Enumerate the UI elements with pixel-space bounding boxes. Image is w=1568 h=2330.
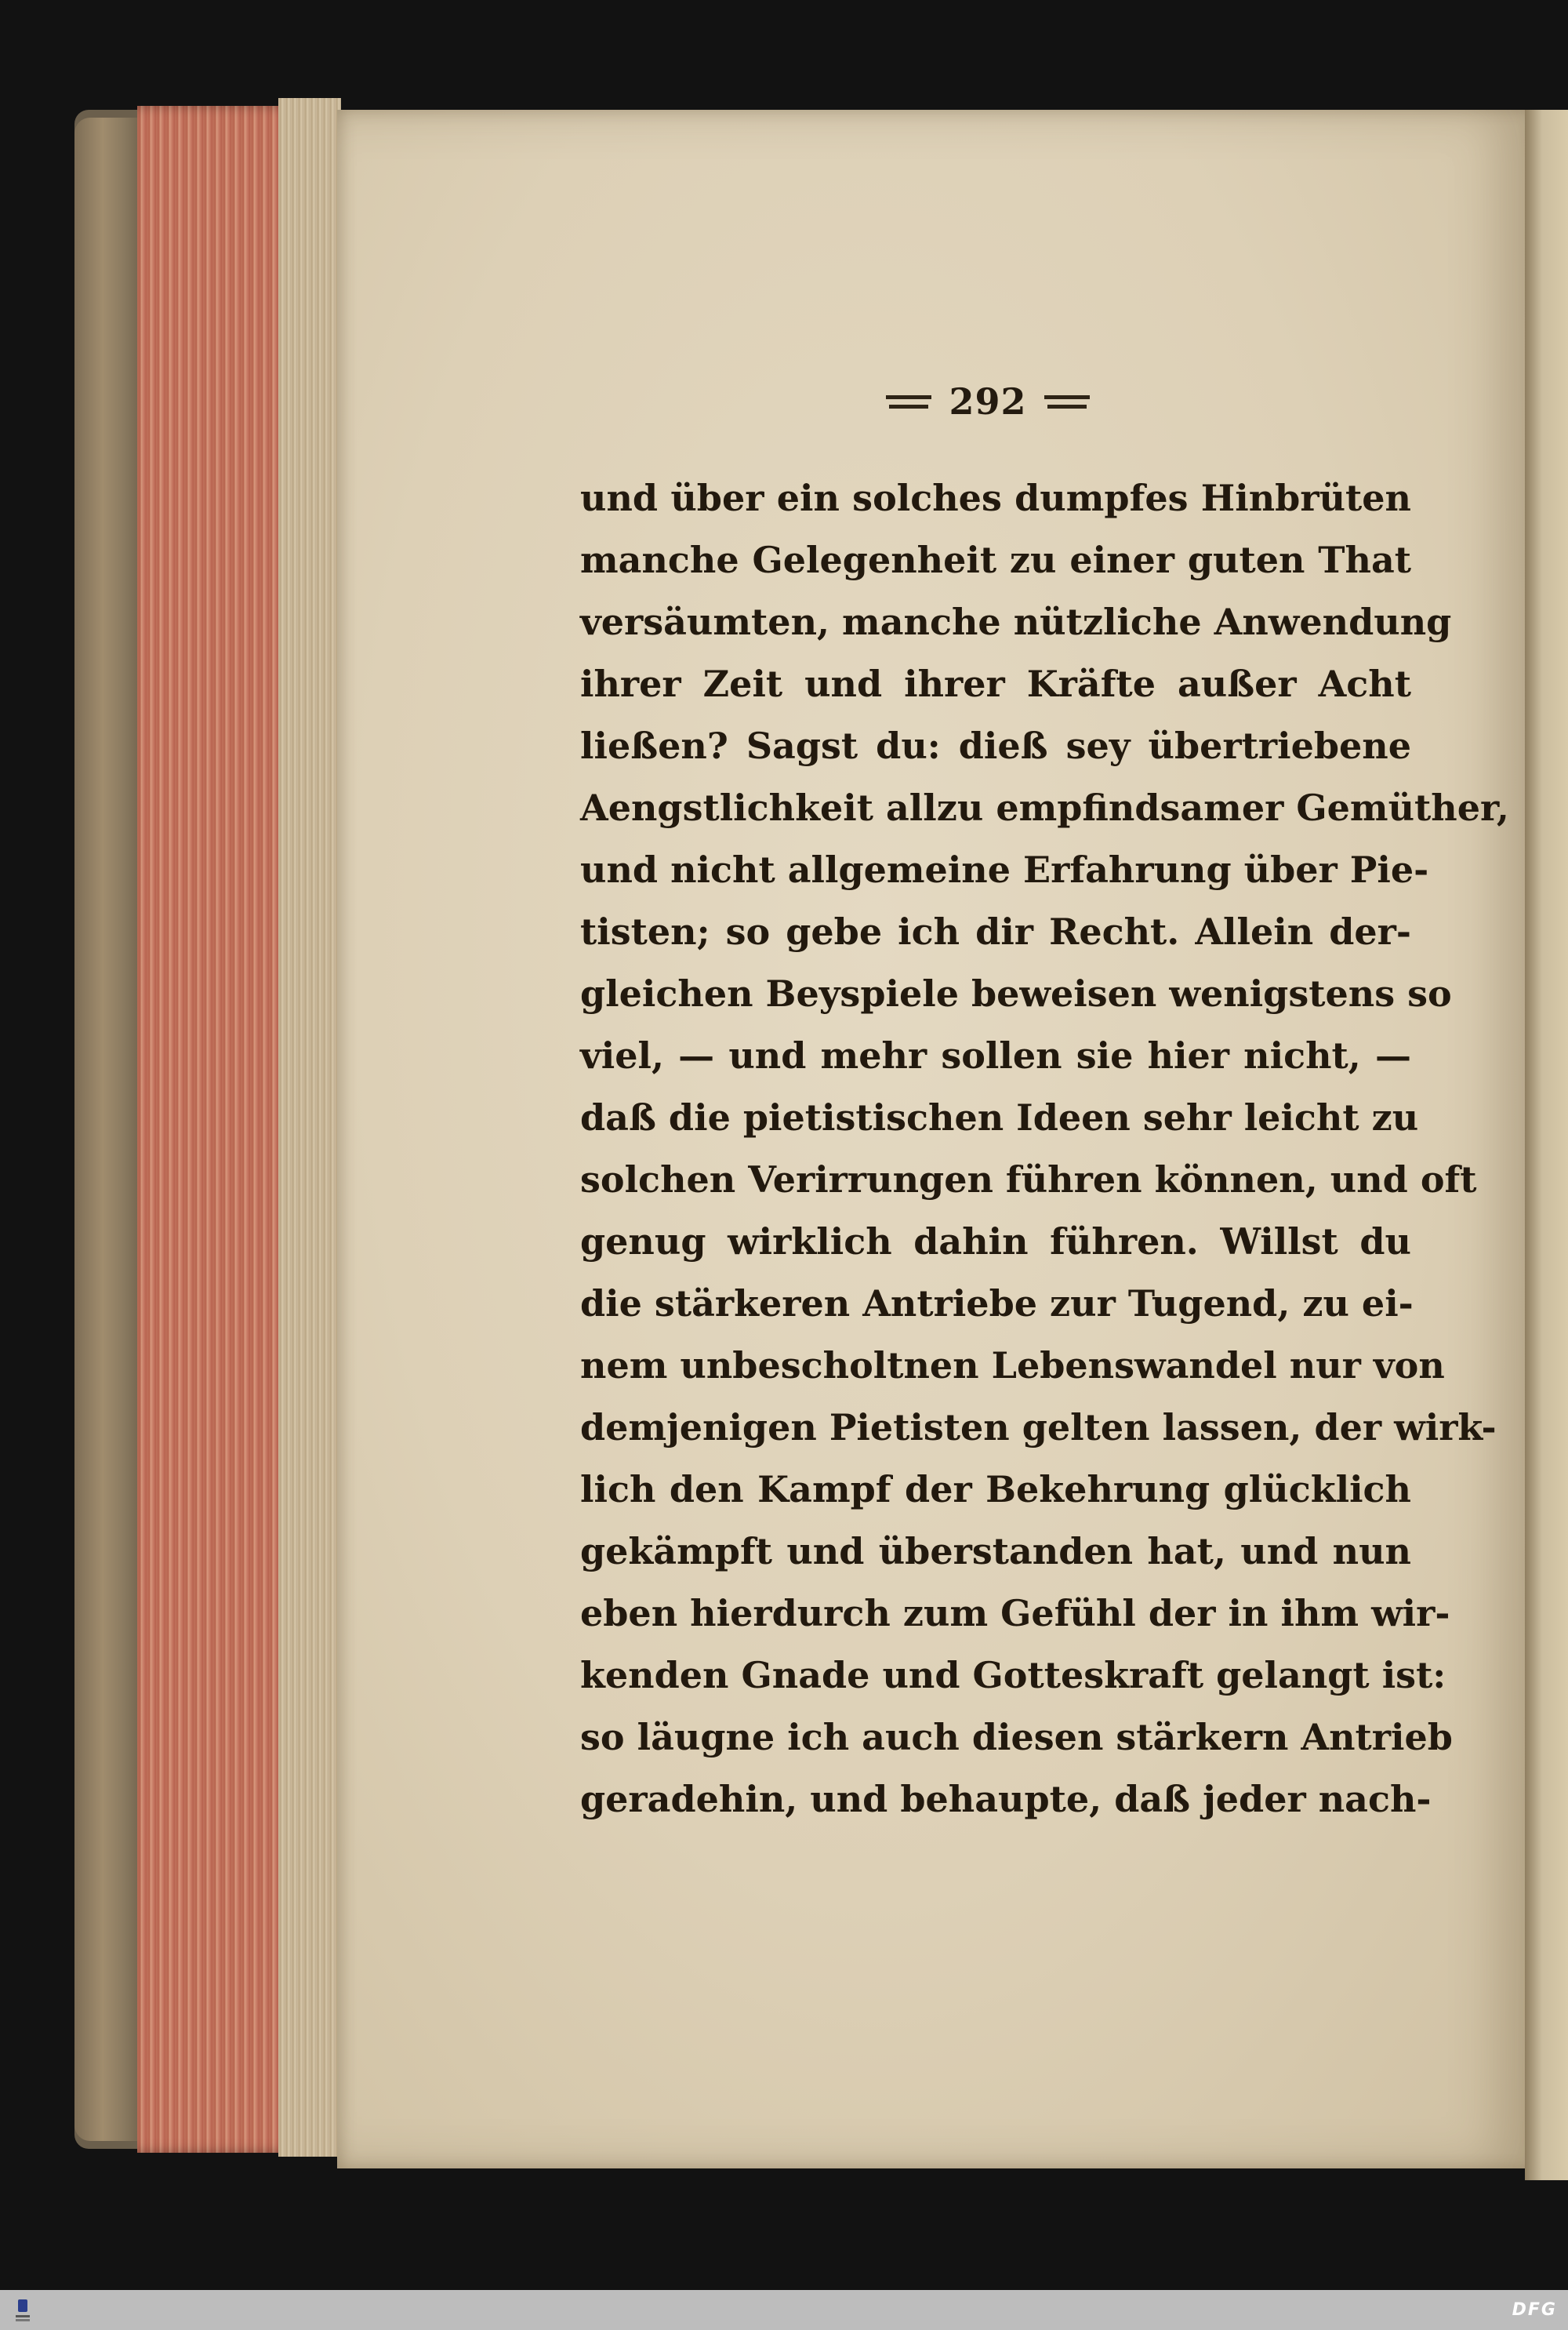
library-logo-icon (14, 2298, 31, 2323)
text-line: daß die pietistischen Ideen sehr leicht zu (580, 1096, 1419, 1139)
viewer-footer-bar (0, 2290, 1568, 2330)
text-line: solchen Verirrungen führen können, und oft (580, 1158, 1477, 1201)
text-line: die stärkeren Antriebe zur Tugend, zu ei- (580, 1282, 1414, 1325)
text-line: kenden Gnade und Gotteskraft gelangt ist: (580, 1654, 1446, 1696)
text-line: nem unbescholtnen Lebenswandel nur von (580, 1344, 1445, 1387)
text-line: gekämpft und überstanden hat, und nun (580, 1530, 1411, 1572)
header-rule-right (1044, 395, 1090, 409)
text-line: viel, — und mehr sollen sie hier nicht, — (580, 1034, 1411, 1077)
text-line: so läugne ich auch diesen stärkern Antrieb (580, 1716, 1453, 1758)
text-line: demjenigen Pietisten gelten lassen, der wirk- (580, 1406, 1497, 1449)
text-line: Aengstlichkeit allzu empfindsamer Gemüther, (580, 787, 1509, 829)
page-number: 292 (949, 380, 1027, 423)
dfg-label: DFG (1512, 2300, 1557, 2320)
text-line: lich den Kampf der Bekehrung glücklich (580, 1468, 1411, 1510)
text-line: gleichen Beyspiele beweisen wenigstens so (580, 972, 1452, 1015)
text-line: und über ein solches dumpfes Hinbrüten (580, 477, 1411, 519)
page-header (858, 378, 1117, 425)
text-line: versäumten, manche nützliche Anwendung (580, 601, 1452, 643)
page-stack (278, 98, 341, 2157)
text-line: genug wirklich dahin führen. Willst du (580, 1220, 1411, 1263)
text-line: manche Gelegenheit zu einer guten That (580, 539, 1411, 581)
header-rule-left (886, 395, 931, 409)
facing-page-edge (1525, 110, 1568, 2180)
text-line: tisten; so gebe ich dir Recht. Allein der- (580, 911, 1411, 953)
text-line: eben hierdurch zum Gefühl der in ihm wir- (580, 1592, 1450, 1634)
body-text (580, 467, 1509, 1830)
book-spine (74, 118, 145, 2141)
text-line: ihrer Zeit und ihrer Kräfte außer Acht (580, 663, 1411, 705)
text-line: geradehin, und behaupte, daß jeder nach- (580, 1778, 1432, 1820)
text-line: ließen? Sagst du: dieß sey übertriebene (580, 725, 1411, 767)
text-line: und nicht allgemeine Erfahrung über Pie- (580, 849, 1429, 891)
